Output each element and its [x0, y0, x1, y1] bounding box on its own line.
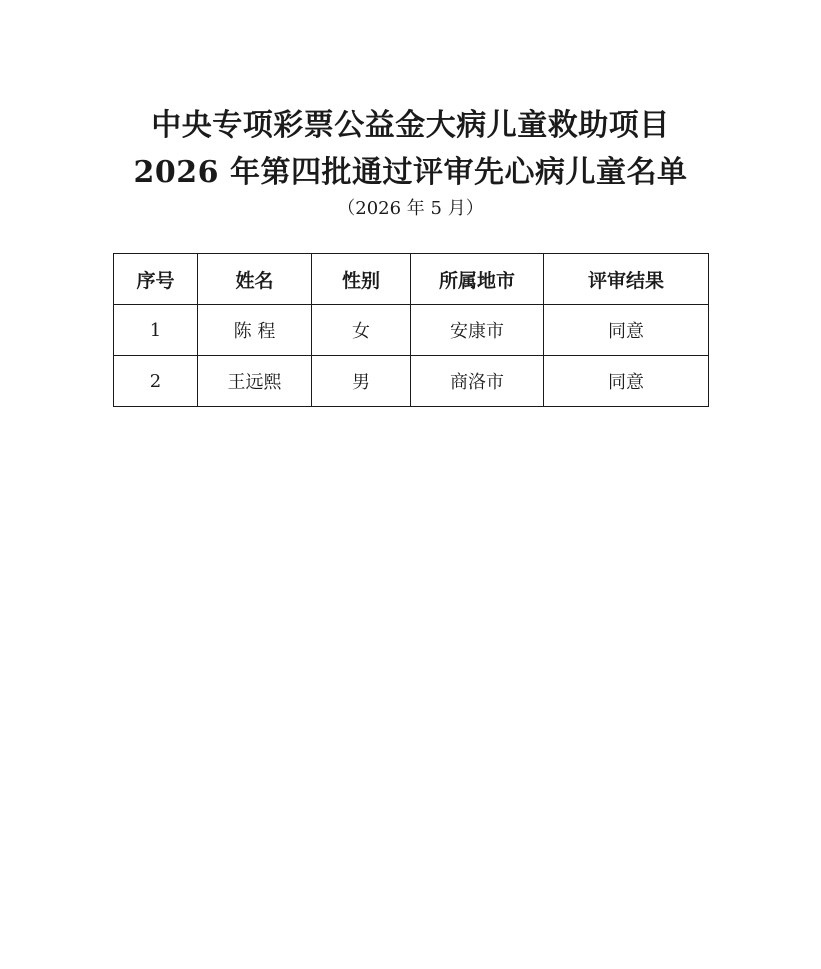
cell-serial-number: 1 [114, 305, 198, 356]
header-review-result: 评审结果 [544, 254, 709, 305]
header-city: 所属地市 [411, 254, 544, 305]
cell-serial-number: 2 [114, 356, 198, 407]
cell-name: 王远熙 [198, 356, 312, 407]
document-date: （2026 年 5 月） [337, 198, 484, 219]
cell-review-result: 同意 [544, 305, 709, 356]
approved-children-table [113, 253, 709, 407]
table-header-row [114, 254, 709, 305]
document-title-line1: 中央专项彩票公益金大病儿童救助项目 [151, 108, 670, 143]
cell-review-result: 同意 [544, 356, 709, 407]
table-row [114, 305, 709, 356]
cell-name: 陈 程 [198, 305, 312, 356]
cell-gender: 男 [312, 356, 411, 407]
cell-gender: 女 [312, 305, 411, 356]
table-row [114, 356, 709, 407]
cell-city: 安康市 [411, 305, 544, 356]
document-title-line2: 2026 年第四批通过评审先心病儿童名单 [133, 155, 688, 190]
header-serial-number: 序号 [114, 254, 198, 305]
header-gender: 性别 [312, 254, 411, 305]
header-name: 姓名 [198, 254, 312, 305]
cell-city: 商洛市 [411, 356, 544, 407]
